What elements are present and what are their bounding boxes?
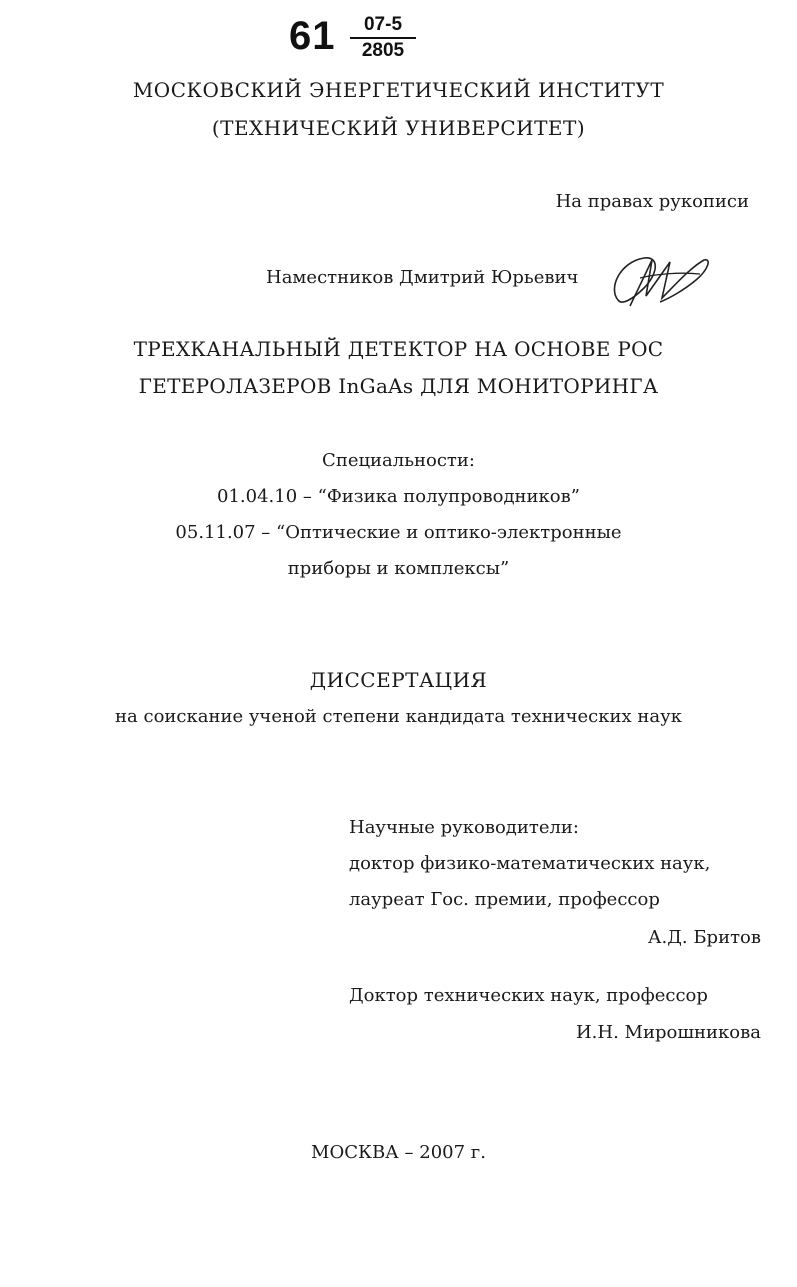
supervisor-2-degree: Доктор технических наук, профессор bbox=[349, 985, 708, 1006]
supervisor-2-name: И.Н. Мирошникова bbox=[575, 1022, 761, 1043]
specialties-label: Специальности: bbox=[322, 450, 475, 471]
supervisor-1-name: А.Д. Бритов bbox=[647, 927, 761, 948]
specialty-1: 01.04.10 – “Физика полупроводников” bbox=[217, 486, 580, 507]
dissertation-title-line-1: ТРЕХКАНАЛЬНЫЙ ДЕТЕКТОР НА ОСНОВЕ РОС bbox=[133, 337, 664, 361]
stamp-numerator: 07-5 bbox=[350, 14, 416, 39]
specialty-2-continued: приборы и комплексы” bbox=[287, 558, 510, 579]
specialty-2: 05.11.07 – “Оптические и оптико-электронные bbox=[175, 522, 622, 543]
supervisor-1-degree: доктор физико-математических наук, bbox=[349, 853, 711, 874]
stamp-denominator: 2805 bbox=[361, 40, 405, 61]
institute-name: МОСКОВСКИЙ ЭНЕРГЕТИЧЕСКИЙ ИНСТИТУТ bbox=[132, 78, 665, 102]
library-stamp-fraction bbox=[350, 14, 416, 63]
supervisor-1-titles: лауреат Гос. премии, профессор bbox=[349, 889, 660, 910]
degree-purpose: на соискание ученой степени кандидата технических наук bbox=[115, 706, 682, 727]
dissertation-title-line-2: ГЕТЕРОЛАЗЕРОВ InGaAs ДЛЯ МОНИТОРИНГА bbox=[138, 374, 659, 398]
library-stamp-code: 61 bbox=[289, 14, 336, 58]
signature-icon bbox=[600, 248, 720, 318]
place-and-year: МОСКВА – 2007 г. bbox=[311, 1142, 486, 1163]
supervisors-label: Научные руководители: bbox=[349, 817, 579, 838]
author-signature bbox=[600, 248, 720, 318]
author-name: Наместников Дмитрий Юрьевич bbox=[266, 267, 579, 288]
manuscript-rights-note: На правах рукописи bbox=[555, 191, 749, 212]
institute-subtitle: (ТЕХНИЧЕСКИЙ УНИВЕРСИТЕТ) bbox=[211, 116, 586, 140]
document-type: ДИССЕРТАЦИЯ bbox=[309, 668, 488, 692]
